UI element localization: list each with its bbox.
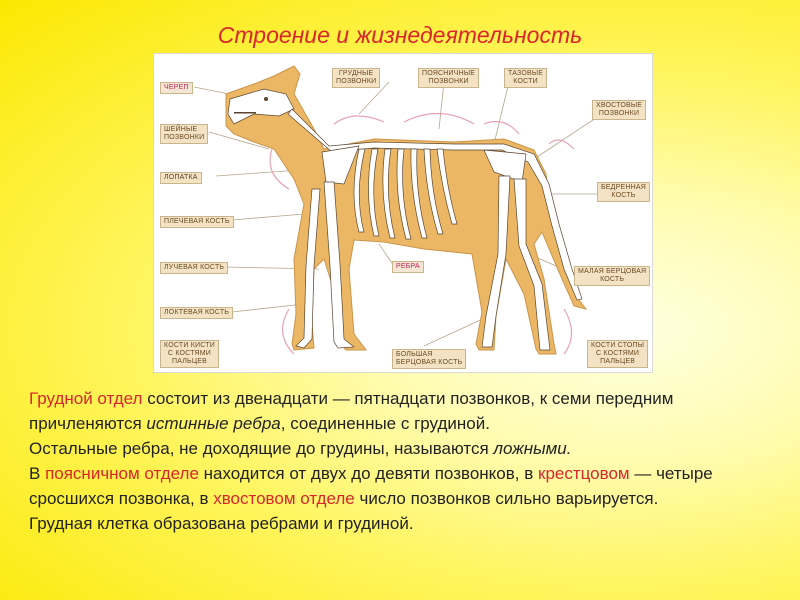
text-fragment: состоит из двенадцати — пятнадцати позвонков, к семи передним причленяются bbox=[29, 389, 674, 433]
label-carpal-bones: КОСТИ КИСТИ С КОСТЯМИ ПАЛЬЦЕВ bbox=[160, 340, 219, 368]
label-fibula: МАЛАЯ БЕРЦОВАЯ КОСТЬ bbox=[574, 266, 650, 286]
label-pelvic-bones: ТАЗОВЫЕ КОСТИ bbox=[504, 68, 547, 88]
slide-title: Строение и жизнедеятельность bbox=[217, 22, 583, 48]
label-radius: ЛУЧЕВАЯ КОСТЬ bbox=[160, 262, 228, 274]
text-fragment: В bbox=[29, 464, 46, 483]
label-caudal-vertebrae: ХВОСТОВЫЕ ПОЗВОНКИ bbox=[592, 100, 646, 120]
label-thoracic-vertebrae: ГРУДНЫЕ ПОЗВОНКИ bbox=[332, 68, 380, 88]
paragraph-thoracic bbox=[29, 386, 779, 436]
description-text bbox=[29, 386, 779, 536]
text-fragment: Остальные ребра, не доходящие до грудины, называются bbox=[29, 439, 494, 458]
dog-skeleton-illustration bbox=[154, 54, 652, 372]
text-fragment: , соединенные с грудиной. bbox=[280, 414, 490, 433]
label-humerus: ПЛЕЧЕВАЯ КОСТЬ bbox=[160, 216, 234, 228]
label-ulna: ЛОКТЕВАЯ КОСТЬ bbox=[160, 307, 233, 319]
label-ribs: РЕБРА bbox=[392, 261, 424, 273]
term-caudal-section: хвостовом отделе bbox=[213, 489, 355, 508]
term-false-ribs: ложными. bbox=[493, 439, 572, 458]
paragraph-thorax: Грудная клетка образована ребрами и грудиной. bbox=[29, 514, 414, 533]
label-lumbar-vertebrae: ПОЯСНИЧНЫЕ ПОЗВОНКИ bbox=[418, 68, 479, 88]
label-tibia: БОЛЬШАЯ БЕРЦОВАЯ КОСТЬ bbox=[392, 349, 466, 369]
dog-skeleton-figure bbox=[153, 53, 653, 373]
label-cervical-vertebrae: ШЕЙНЫЕ ПОЗВОНКИ bbox=[160, 124, 208, 144]
text-fragment: — четыре сросшихся позвонка, в bbox=[29, 464, 713, 508]
text-fragment: число позвонков сильно варьируется. bbox=[354, 489, 659, 508]
term-sacral-section: крестцовом bbox=[538, 464, 630, 483]
term-lumbar-section: поясничном отделе bbox=[45, 464, 199, 483]
term-true-ribs: истинные ребра bbox=[146, 414, 281, 433]
label-skull: ЧЕРЕП bbox=[160, 82, 193, 94]
text-fragment: находится от двух до девяти позвонков, в bbox=[198, 464, 538, 483]
paragraph-false-ribs bbox=[29, 436, 779, 461]
label-femur: БЕДРЕННАЯ КОСТЬ bbox=[597, 182, 650, 202]
label-foot-bones: КОСТИ СТОПЫ С КОСТЯМИ ПАЛЬЦЕВ bbox=[587, 340, 648, 368]
label-scapula: ЛОПАТКА bbox=[160, 172, 202, 184]
paragraph-lumbar-sacral-caudal bbox=[29, 461, 779, 511]
term-thoracic-section: Грудной отдел bbox=[29, 389, 143, 408]
